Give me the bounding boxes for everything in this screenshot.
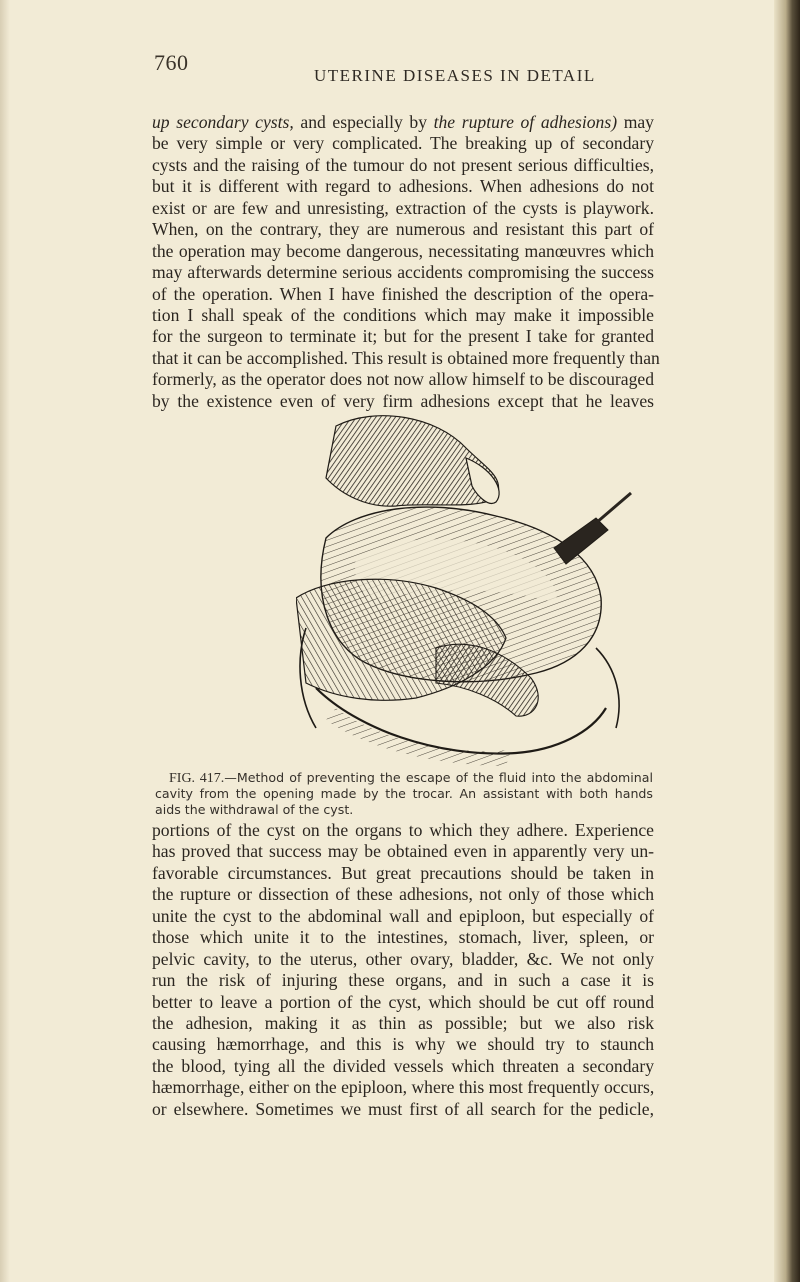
text-line: for the surgeon to terminate it; but for the present I take for granted [152, 326, 654, 347]
text-line: causing hæmorrhage, and this is why we should try to staunch [152, 1034, 654, 1055]
text-line: exist or are few and unresisting, extraction of the cysts is playwork. [152, 197, 654, 218]
text-line: When, on the contrary, they are numerous and resistant this part of [152, 219, 654, 240]
text-line: hæmorrhage, either on the epiploon, where this most frequently occurs, [152, 1077, 655, 1098]
caption-line: aids the withdrawal of the cyst. [155, 802, 354, 817]
text-line: cysts and the raising of the tumour do not present serious difficulties, [152, 154, 654, 175]
figure-caption [155, 770, 653, 818]
text-line: those which unite it to the intestines, stomach, liver, spleen, or [152, 927, 654, 948]
text-line: better to leave a portion of the cyst, which should be cut off round [152, 991, 654, 1012]
text-line [152, 112, 654, 133]
caption-text: —Method of preventing the escape of the fluid into the abdominal [224, 770, 654, 785]
running-title: UTERINE DISEASES IN DETAIL [314, 66, 596, 85]
text-line: the operation may become dangerous, necessitating manœuvres which [152, 240, 654, 261]
trocar-tube [596, 493, 631, 523]
text-line: unite the cyst to the abdominal wall and epiploon, but especially of [152, 905, 654, 926]
italic-text: the rupture of adhesions) [433, 112, 618, 132]
text-run: may [617, 112, 654, 132]
text-line: tion I shall speak of the conditions which may make it impossible [152, 304, 654, 325]
text-line: the adhesion, making it as thin as possible; but we also risk [152, 1012, 654, 1033]
text-line: by the existence even of very firm adhesions except that he leaves [152, 390, 654, 411]
caption-line: cavity from the opening made by the trocar. An assistant with both hands [155, 786, 653, 801]
text-line: favorable circumstances. But great precautions should be taken in [152, 862, 654, 883]
italic-text: up secondary cysts, [152, 112, 294, 132]
page-number: 760 [154, 50, 189, 75]
figure-417-engraving [296, 398, 636, 766]
page-edge-left [0, 0, 10, 1282]
text-line: run the risk of injuring these organs, and in such a case it is [152, 970, 654, 991]
text-line: pelvic cavity, to the uterus, other ovary, bladder, &c. We not only [152, 948, 654, 969]
figure-label: FIG. 417. [169, 771, 225, 786]
text-run: and especially by [293, 112, 434, 132]
text-line: the blood, tying all the divided vessels which threaten a secondary [152, 1055, 654, 1076]
caption-line [155, 770, 653, 786]
text-line: portions of the cyst on the organs to which they adhere. Experience [152, 820, 654, 840]
page-binding-shadow [774, 0, 800, 1282]
paragraph-2 [152, 820, 654, 1120]
text-line: but it is different with regard to adhesions. When adhesions do not [152, 176, 654, 197]
text-line: the rupture or dissection of these adhesions, not only of those which [152, 884, 654, 905]
text-line: may afterwards determine serious accidents compromising the success [152, 262, 654, 283]
paragraph-1 [152, 112, 660, 412]
text-line: be very simple or very complicated. The breaking up of secondary [152, 133, 654, 154]
text-line: of the operation. When I have finished the description of the opera- [152, 283, 654, 304]
text-line: that it can be accomplished. This result is obtained more frequently than [152, 347, 660, 368]
running-head [154, 50, 634, 90]
text-line: has proved that success may be obtained even in apparently very un- [152, 841, 654, 862]
text-line: formerly, as the operator does not now allow himself to be discouraged [152, 369, 654, 390]
text-line: or elsewhere. Sometimes we must first of all search for the pedicle, [152, 1098, 654, 1119]
